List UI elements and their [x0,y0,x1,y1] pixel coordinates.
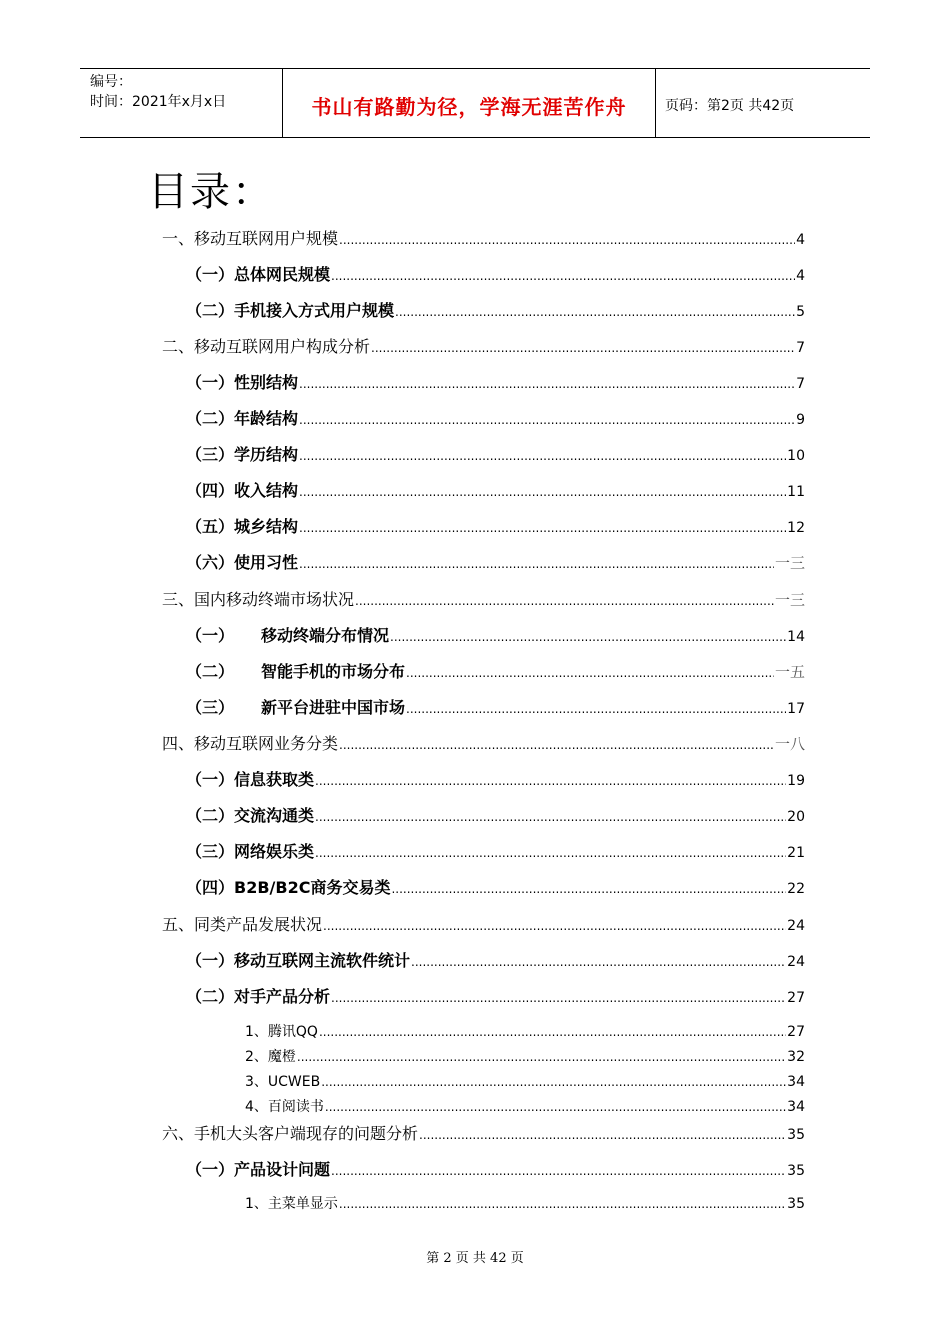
leader-dots [331,1164,786,1178]
leader-dots [299,521,786,535]
header-motto-cell [282,69,656,137]
toc-entry[interactable] [186,984,805,1007]
toc-entry-page: 5 [796,304,805,320]
leader-dots [339,738,774,752]
leader-dots [299,413,795,427]
toc-entry[interactable] [186,550,805,573]
toc-entry-text: 1、腾讯QQ [245,1024,318,1040]
toc-entry-text: （二）对手产品分析 [186,987,331,1006]
leader-dots [299,557,774,571]
toc-entry[interactable] [162,334,805,357]
header-page-cell [655,69,870,137]
toc-entry-text: （二）年龄结构 [186,409,299,428]
toc-entry-page: 20 [787,809,805,825]
toc-entry[interactable] [186,514,805,537]
toc-entry[interactable] [162,912,805,935]
header-page-info: 页码：第2页 共42页 [665,98,795,114]
toc-entry-page: 一三 [774,554,805,572]
toc-entry-text [186,695,405,718]
toc-entry[interactable] [186,875,805,898]
toc-entry[interactable] [186,695,805,718]
toc-entry-text: （二）手机接入方式用户规模 [186,301,395,320]
toc-entry[interactable] [162,1121,805,1144]
toc-entry-text: 六、手机大头客户端现存的问题分析 [162,1124,419,1143]
toc-entry-text: 4、百阅读书 [245,1099,324,1115]
leader-dots [355,594,774,608]
toc-entry-page: 34 [787,1099,805,1115]
leader-dots [339,233,795,247]
toc-entry-text: （三）学历结构 [186,445,299,464]
toc-entry-page: 35 [787,1163,805,1179]
toc-entry[interactable] [186,839,805,862]
toc-entry[interactable] [186,803,805,826]
leader-dots [315,774,786,788]
toc-entry-text: 四、移动互联网业务分类 [162,734,339,753]
toc-entry-text: 五、同类产品发展状况 [162,915,323,934]
toc-entry[interactable] [186,1157,805,1180]
toc-entry-text: 二、移动互联网用户构成分析 [162,337,371,356]
leader-dots [391,882,786,896]
toc-entry[interactable] [186,767,805,790]
toc-entry-page: 27 [787,1024,805,1040]
toc-entry[interactable] [245,1046,805,1066]
toc-entry-text: （一）性别结构 [186,373,299,392]
toc-entry[interactable] [162,226,805,249]
toc-entry-page: 21 [787,845,805,861]
toc-entry[interactable] [186,478,805,501]
toc-entry-text: （六）使用习性 [186,553,299,572]
toc-entry-page: 35 [787,1196,805,1212]
toc-entry[interactable] [186,262,805,285]
toc-entry-page: 4 [796,268,805,284]
leader-dots [315,846,786,860]
toc-entry[interactable] [186,370,805,393]
leader-dots [331,269,795,283]
toc-entry[interactable] [245,1193,805,1213]
toc-entry-text: （三）网络娱乐类 [186,842,315,861]
toc-entry[interactable] [186,442,805,465]
leader-dots [299,449,786,463]
toc-entry-text: 3、UCWEB [245,1074,321,1090]
toc-entry-label: （三） [186,698,235,717]
leader-dots [299,377,795,391]
document-number-label: 编号： [90,74,132,90]
toc-entry-page: 22 [787,881,805,897]
leader-dots [325,1100,786,1114]
toc-entry-page: 4 [796,232,805,248]
toc-entry[interactable] [186,659,805,682]
toc-entry-text [186,623,389,646]
page-footer: 第 2 页 共 42 页 [426,1251,524,1266]
toc-entry-text: （四）收入结构 [186,481,299,500]
toc-entry-page: 24 [787,954,805,970]
toc-entry[interactable] [186,406,805,429]
toc-entry-page: 7 [796,376,805,392]
toc-entry-page: 27 [787,990,805,1006]
leader-dots [319,1025,786,1039]
toc-entry-text: 2、魔橙 [245,1049,296,1065]
toc-entry-page: 32 [787,1049,805,1065]
toc-entry-page: 24 [787,918,805,934]
toc-entry-page: 一五 [774,663,805,681]
toc-entry-page: 10 [787,448,805,464]
document-time-label: 时间：2021年x月x日 [90,94,227,110]
toc-entry-title: 新平台进驻中国市场 [261,698,406,717]
leader-dots [323,919,786,933]
leader-dots [371,341,795,355]
toc-entry[interactable] [245,1096,805,1116]
leader-dots [406,702,786,716]
leader-dots [321,1075,786,1089]
leader-dots [339,1197,786,1211]
toc-entry-title: 移动终端分布情况 [261,626,390,645]
toc-entry-page: 7 [796,340,805,356]
leader-dots [419,1128,786,1142]
toc-entry-page: 19 [787,773,805,789]
toc-entry-text: （二）交流沟通类 [186,806,315,825]
toc-entry-text: （五）城乡结构 [186,517,299,536]
toc-entry-page: 9 [796,412,805,428]
toc-title: 目录： [148,169,274,215]
toc-entry[interactable] [186,623,805,646]
toc-entry-page: 14 [787,629,805,645]
toc-entry[interactable] [186,948,805,971]
toc-entry-text [186,659,405,682]
toc-entry-page: 35 [787,1127,805,1143]
toc-entry-text: （四）B2B/B2C商务交易类 [186,878,391,897]
toc-entry-page: 一八 [774,735,805,753]
leader-dots [390,630,786,644]
leader-dots [411,955,786,969]
leader-dots [395,305,795,319]
leader-dots [297,1050,786,1064]
toc-entry[interactable] [245,1021,805,1041]
toc-entry-label: （二） [186,662,235,681]
page-header [80,68,870,138]
leader-dots [299,485,786,499]
toc-entry-page: 17 [787,701,805,717]
toc-entry-text: （一）总体网民规模 [186,265,331,284]
toc-entry-text: （一）信息获取类 [186,770,315,789]
toc-entry-text: 1、主菜单显示 [245,1196,338,1212]
toc-entry-page: 一三 [774,591,805,609]
toc-entry[interactable] [162,587,805,610]
header-motto: 书山有路勤为径，学海无涯苦作舟 [311,95,627,119]
leader-dots [331,991,786,1005]
toc-entry-text: 一、移动互联网用户规模 [162,229,339,248]
toc-entry[interactable] [162,731,805,754]
leader-dots [406,666,774,680]
toc-entry-text: 三、国内移动终端市场状况 [162,590,355,609]
toc-entry-label: （一） [186,626,235,645]
header-left-cell [80,69,282,137]
toc-entry-page: 34 [787,1074,805,1090]
toc-entry[interactable] [186,298,805,321]
leader-dots [315,810,786,824]
toc-entry-text: （一）产品设计问题 [186,1160,331,1179]
toc-entry-page: 12 [787,520,805,536]
toc-entry-title: 智能手机的市场分布 [261,662,406,681]
toc-entry-page: 11 [787,484,805,500]
toc-entry-text: （一）移动互联网主流软件统计 [186,951,411,970]
toc-entry[interactable] [245,1071,805,1091]
